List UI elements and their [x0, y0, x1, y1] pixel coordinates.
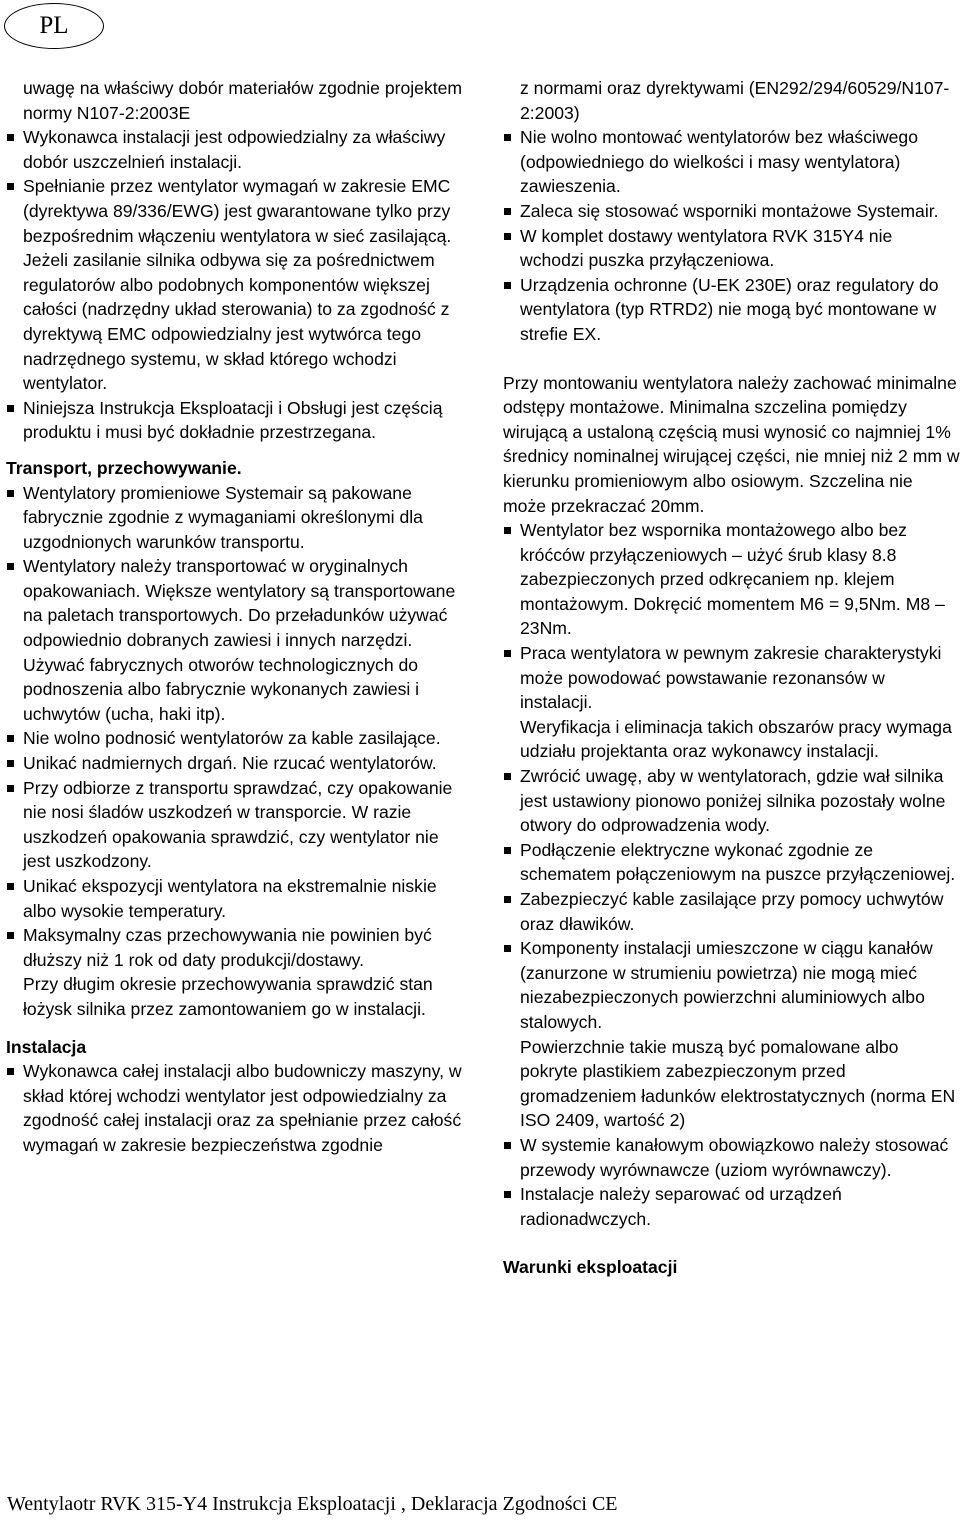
list-item: Zaleca się stosować wsporniki montażowe Systemair. [503, 199, 960, 224]
list-item: Maksymalny czas przechowywania nie powinien być dłuższy niż 1 rok od daty produkcji/dostawy. [6, 923, 464, 972]
list-item: Niniejsza Instrukcja Eksploatacji i Obsługi jest częścią produktu i musi być dokładnie przestrzegana. [6, 396, 464, 445]
list-item: Praca wentylatora w pewnym zakresie charakterystyki może powodować powstawanie rezonansów w instalacji. [503, 641, 960, 715]
list-item: Instalacje należy separować od urządzeń radionadwczych. [503, 1182, 960, 1231]
section-heading-operation: Warunki eksploatacji [503, 1257, 678, 1278]
list-item: W komplet dostawy wentylatora RVK 315Y4 nie wchodzi puszka przyłączeniowa. [503, 224, 960, 273]
list-item: Urządzenia ochronne (U-EK 230E) oraz regulatory do wentylatora (typ RTRD2) nie mogą być montowane w strefie EX. [503, 273, 960, 347]
right-list-electrical [503, 764, 960, 1035]
right-list-grounding [503, 1133, 960, 1231]
list-item: Unikać ekspozycji wentylatora na ekstremalnie niskie albo wysokie temperatury. [6, 874, 464, 923]
clearance-paragraph: Przy montowaniu wentylatora należy zachować minimalne odstępy montażowe. Minimalna szczelina pomiędzy wirującą a ustaloną częścią musi wynosić co najmniej 1% średnicy nominalnej wirującej części, nie mniej niż 2 mm w kierunku promieniowym albo osiowym. Szczelina nie może przekraczać 20mm. [503, 372, 960, 516]
list-item: Wykonawca instalacji jest odpowiedzialny za właściwy dobór uszczelnień instalacji. [6, 125, 464, 174]
list-item: Wentylatory należy transportować w oryginalnych opakowaniach. Większe wentylatory są transportowane na paletach transportowych. Do przeładunków używać odpowiednio dobranych zawiesi i innych narzędzi. Używać fabrycznych otworów technologicznych do podnoszenia albo fabrycznie wykonanych zawiesi i uchwytów (ucha, haki itp). [6, 554, 464, 726]
right-list-mounting [503, 125, 960, 346]
left-list-general [6, 125, 464, 445]
list-item: Przy odbiorze z transportu sprawdzać, czy opakowanie nie nosi śladów uszkodzeń w transporcie. W razie uszkodzeń opakowania sprawdzić, czy wentylator nie jest uszkodzony. [6, 776, 464, 874]
right-list-bolts [503, 518, 960, 715]
language-badge-label: PL [39, 12, 69, 39]
list-item: Nie wolno montować wentylatorów bez właściwego (odpowiedniego do wielkości i masy wentylatora) zawieszenia. [503, 125, 960, 199]
list-item: Komponenty instalacji umieszczone w ciągu kanałów (zanurzone w strumieniu powietrza) nie mogą mieć niezabezpieczonych powierzchni aluminiowych albo stalowych. [503, 936, 960, 1034]
left-list-transport [6, 481, 464, 973]
left-intro-text: uwagę na właściwy dobór materiałów zgodnie projektem normy N107-2:2003E [23, 78, 463, 123]
left-list-installation [6, 1059, 464, 1157]
list-item: Zabezpieczyć kable zasilające przy pomocy uchwytów oraz dławików. [503, 887, 960, 936]
list-item: Wentylatory promieniowe Systemair są pakowane fabrycznie zgodnie z wymaganiami określonymi dla uzgodnionych warunków transportu. [6, 481, 464, 555]
list-item: Wykonawca całej instalacji albo budowniczy maszyny, w skład której wchodzi wentylator jest odpowiedzialny za zgodność całej instalacji oraz za spełnianie przez całość wymagań w zakresie bezpieczeństwa zgodnie [6, 1059, 464, 1157]
paragraph-spacer [503, 347, 960, 371]
left-column [6, 76, 464, 1158]
list-item: Zwrócić uwagę, aby w wentylatorach, gdzie wał silnika jest ustawiony pionowo poniżej silnika pozostały wolne otwory do odprowadzenia wody. [503, 764, 960, 838]
list-item: Nie wolno podnosić wentylatorów za kable zasilające. [6, 726, 464, 751]
list-item: Unikać nadmiernych drgań. Nie rzucać wentylatorów. [6, 751, 464, 776]
resonance-note: Weryfikacja i eliminacja takich obszarów pracy wymaga udziału projektanta oraz wykonawcy instalacji. [520, 716, 952, 762]
storage-note: Przy długim okresie przechowywania sprawdzić stan łożysk silnika przez zamontowaniem go w instalacji. [23, 974, 433, 1019]
section-heading-installation: Instalacja [6, 1036, 87, 1057]
right-column [503, 76, 960, 1280]
list-item: Spełnianie przez wentylator wymagań w zakresie EMC (dyrektywa 89/336/EWG) jest gwarantowane tylko przy bezpośrednim włączeniu wentylatora w sieć zasilającą. Jeżeli zasilanie silnika odbywa się za pośrednictwem regulatorów albo podobnych komponentów większej całości (nadrzędny układ sterowania) to za zgodność z dyrektywą EMC odpowiedzialny jest wytwórca tego nadrzędnego systemu, w skład którego wchodzi wentylator. [6, 174, 464, 395]
list-item: Wentylator bez wspornika montażowego albo bez króćców przyłączeniowych – użyć śrub klasy 8.8 zabezpieczonych przed odkręcaniem np. klejem montażowym. Dokręcić momentem M6 = 9,5Nm. M8 – 23Nm. [503, 518, 960, 641]
list-item: Podłączenie elektryczne wykonać zgodnie ze schematem połączeniowym na puszce przyłączeniowej. [503, 838, 960, 887]
page-footer: Wentylaotr RVK 315-Y4 Instrukcja Eksploatacji , Deklaracja Zgodności CE [7, 1493, 618, 1515]
language-badge [4, 3, 104, 49]
right-intro-text: z normami oraz dyrektywami (EN292/294/60529/N107-2:2003) [520, 78, 950, 123]
section-heading-transport: Transport, przechowywanie. [6, 457, 242, 478]
list-item: W systemie kanałowym obowiązkowo należy stosować przewody wyrównawcze (uziom wyrównawczy). [503, 1133, 960, 1182]
paragraph-spacer [503, 1231, 960, 1255]
surface-note: Powierzchnie takie muszą być pomalowane albo pokryte plastikiem zabezpieczonym przed gromadzeniem ładunków elektrostatycznych (norma EN ISO 2409, wartość 2) [520, 1036, 956, 1131]
